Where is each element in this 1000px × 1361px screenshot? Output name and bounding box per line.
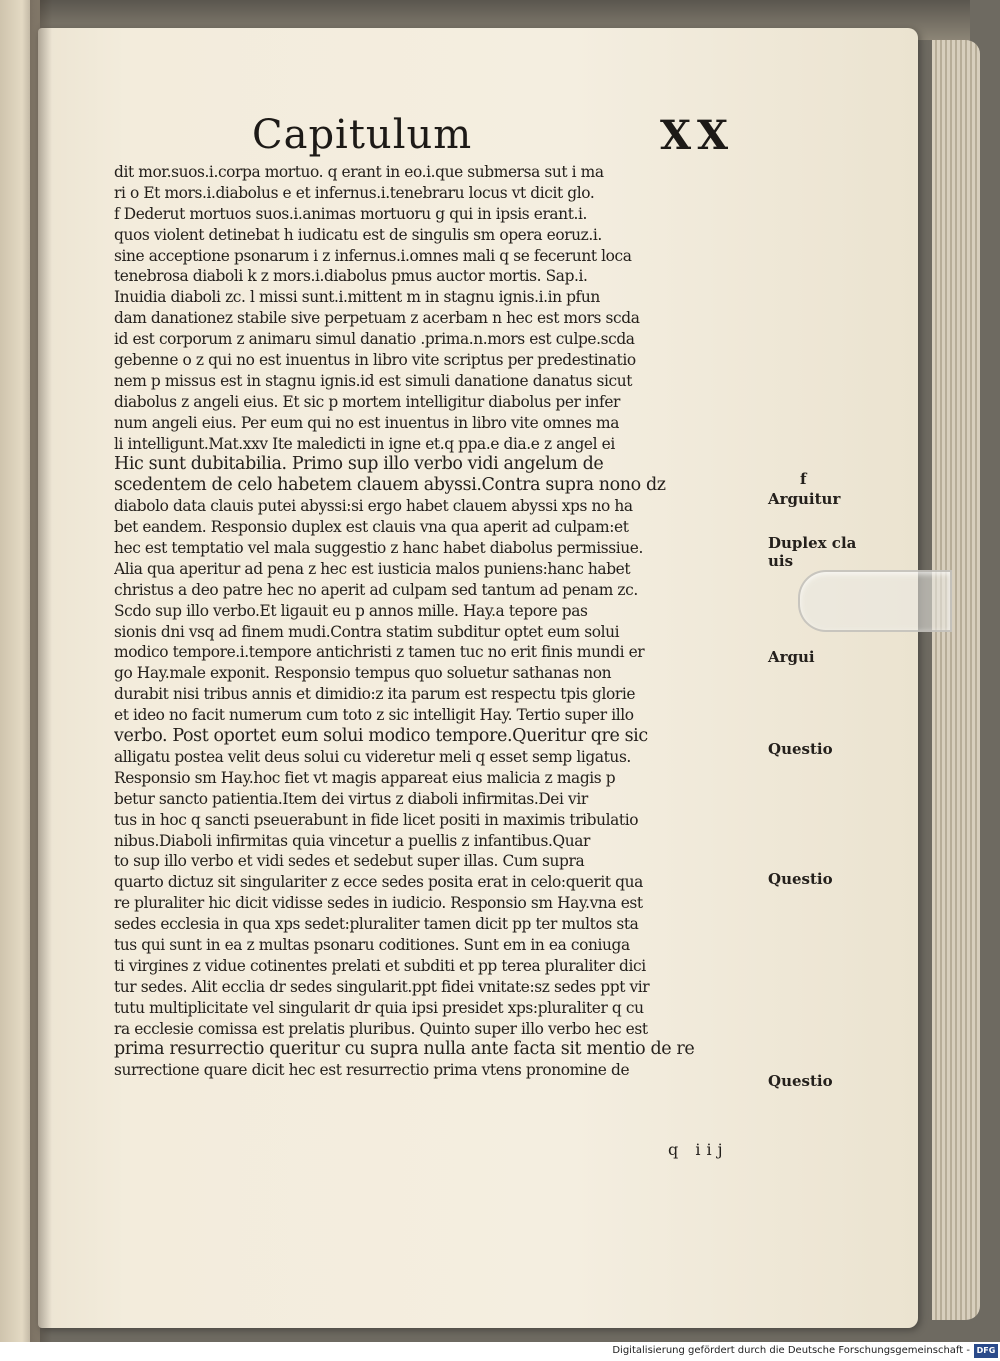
text-line: nibus.Diaboli infirmitas quia vincetur a puellis z infantibus.Quar [114, 831, 590, 850]
text-line: alligatu postea velit deus solui cu videretur meli q esset semp ligatus. [114, 747, 631, 766]
text-line: Scdo sup illo verbo.Et ligauit eu p annos mille. Hay.a tepore pas [114, 601, 588, 620]
margin-note: Duplex cla uis [768, 534, 857, 570]
margin-note: Argui [768, 648, 815, 666]
text-line: quarto dictuz sit singulariter z ecce sedes posita erat in celo:querit qua [114, 873, 643, 892]
margin-note: Questio [768, 1072, 833, 1090]
text-line: christus a deo patre hec no aperit ad culpam sed tantum ad penam zc. [114, 580, 638, 599]
text-line: f Dederut mortuos suos.i.animas mortuoru g qui in ipsis erant.i. [114, 204, 587, 223]
chapter-number: XX [660, 112, 735, 159]
text-line: scedentem de celo habetem clauem abyssi.Contra supra nono dz [114, 475, 666, 496]
margin-note: Arguitur [768, 490, 841, 508]
text-line: re pluraliter hic dicit vidisse sedes in iudicio. Responsio sm Hay.vna est [114, 894, 643, 913]
text-line: modico tempore.i.tempore antichristi z tamen tuc no erit finis mundi er [114, 643, 645, 662]
text-line: hec est temptatio vel mala suggestio z hanc habet diabolus permissiue. [114, 539, 643, 558]
text-line: durabit nisi tribus annis et dimidio:z ita parum est respectu tpis glorie [114, 685, 636, 704]
text-line: ra ecclesie comissa est prelatis pluribus. Quinto super illo verbo hec est [114, 1019, 648, 1038]
text-line: ti virgines z vidue cotinentes prelati et subditi et pp terea pluraliter dici [114, 956, 646, 975]
text-line: sedes ecclesia in qua xps sedet:pluraliter tamen dicit pp ter multos sta [114, 915, 639, 934]
margin-note: Questio [768, 740, 833, 758]
text-line: gebenne o z qui no est inuentus in libro vite scriptus per predestinatio [114, 351, 636, 370]
text-line: et ideo no facit numerum cum toto z sic intelligit Hay. Tertio super illo [114, 706, 634, 725]
text-line: dit mor.suos.i.corpa mortuo. q erant in eo.i.que submersa sut i ma [114, 163, 604, 181]
margin-note: f [800, 470, 807, 488]
text-line: nem p missus est in stagnu ignis.id est simuli danatione danatus sicut [114, 371, 633, 390]
text-line: Responsio sm Hay.hoc fiet vt magis appareat eius malicia z magis p [114, 768, 616, 787]
margin-note: Questio [768, 870, 833, 888]
text-line: Alia qua aperitur ad pena z hec est iusticia malos puniens:hanc habet [114, 559, 631, 578]
text-line: li intelligunt.Mat.xxv Ite maledicti in igne et.q ppa.e dia.e z angel ei [114, 434, 615, 453]
page-gutter [30, 0, 52, 1342]
body-text-column [114, 162, 764, 1081]
signature-mark: q iij [668, 1140, 729, 1159]
text-line: quos violent detinebat h iudicatu est de singulis sm opera eoruz.i. [114, 225, 602, 244]
text-line: tur sedes. Alit ecclia dr sedes singularit.ppt fidei vnitate:sz sedes ppt vir [114, 977, 650, 996]
text-line: diabolo data clauis putei abyssi:si ergo habet clauem abyssi xps no ha [114, 497, 633, 516]
text-line: tenebrosa diaboli k z mors.i.diabolus pmus auctor mortis. Sap.i. [114, 267, 588, 286]
page-block-edges [932, 40, 980, 1320]
text-line: tutu multiplicitate vel singularit dr quia ipsi presidet xps:pluraliter q cu [114, 998, 644, 1017]
dfg-logo: DFG [974, 1344, 998, 1358]
text-line: to sup illo verbo et vidi sedes et sedebut super illas. Cum supra [114, 852, 585, 871]
page-clip [798, 570, 952, 632]
text-line: id est corporum z animaru simul danatio .prima.n.mors est culpe.scda [114, 330, 635, 349]
text-line: Inuidia diaboli zc. l missi sunt.i.mittent m in stagnu ignis.i.in pfun [114, 288, 600, 307]
text-line: dam danationez stabile sive perpetuam z acerbam n hec est mors scda [114, 309, 640, 328]
text-line: ri o Et mors.i.diabolus e et infernus.i.tenebraru locus vt dicit glo. [114, 183, 595, 202]
text-line: bet eandem. Responsio duplex est clauis vna qua aperit ad culpam:et [114, 518, 629, 537]
running-head-title: Capitulum [252, 112, 473, 158]
text-line: prima resurrectio queritur cu supra nulla ante facta sit mentio de re [114, 1039, 695, 1060]
digitization-credit: Digitalisierung gefördert durch die Deutsche Forschungsgemeinschaft - [612, 1345, 970, 1356]
text-line: tus qui sunt in ea z multas psonaru coditiones. Sunt em in ea coniuga [114, 935, 630, 954]
text-line: Hic sunt dubitabilia. Primo sup illo verbo vidi angelum de [114, 454, 604, 475]
text-line: betur sancto patientia.Item dei virtus z diaboli infirmitas.Dei vir [114, 789, 588, 808]
text-line: tus in hoc q sancti pseuerabunt in fide licet positi in maximis tribulatio [114, 810, 639, 829]
text-line: sine acceptione psonarum i z infernus.i.omnes mali q se fecerunt loca [114, 246, 632, 265]
text-line: diabolus z angeli eius. Et sic p mortem intelligitur diabolus per infer [114, 392, 621, 411]
text-line: num angeli eius. Per eum qui no est inuentus in libro vite omnes ma [114, 413, 620, 432]
text-line: surrectione quare dicit hec est resurrectio prima vtens pronomine de [114, 1061, 630, 1080]
text-line: go Hay.male exponit. Responsio tempus quo soluetur sathanas non [114, 664, 612, 683]
text-line: verbo. Post oportet eum solui modico tempore.Queritur qre sic [114, 726, 648, 747]
text-line: sionis dni vsq ad finem mudi.Contra statim subditur optet eum solui [114, 622, 620, 641]
